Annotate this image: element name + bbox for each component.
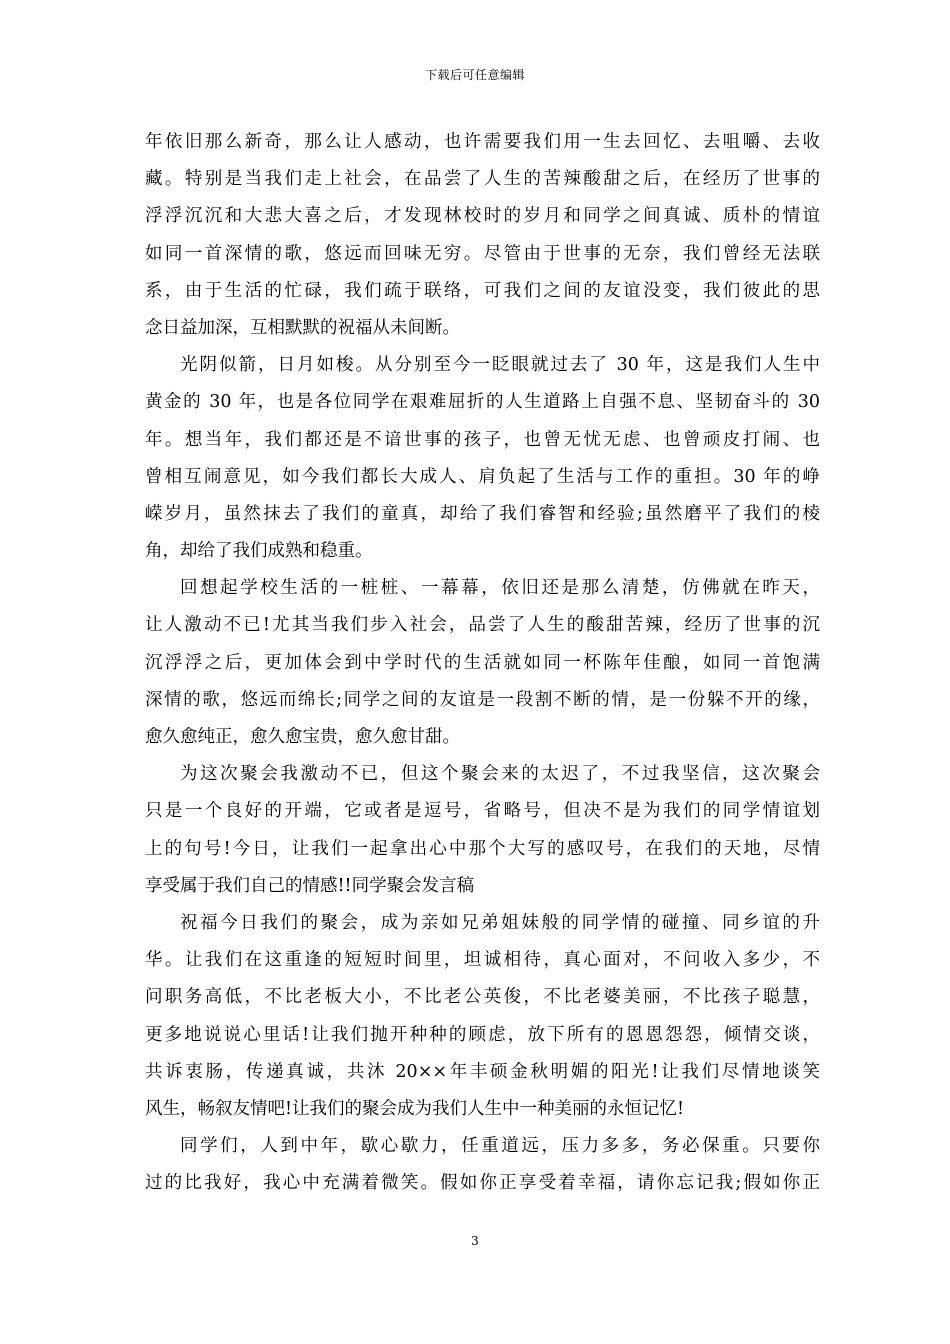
page-number: 3: [471, 1234, 479, 1248]
text-line: 如同一首深情的歌，悠远而回味无穷。尽管由于世事的无奈，我们曾经无法联: [145, 243, 820, 264]
text-line: 回想起学校生活的一桩桩、一幕幕，依旧还是那么清楚，仿佛就在昨天，: [180, 578, 820, 599]
text-line: 沉浮浮之后，更加体会到中学时代的生活就如同一杯陈年佳酿，如同一首饱满: [145, 652, 820, 673]
text-line: 黄金的 30 年，也是各位同学在艰难屈折的人生道路上自强不息、坚韧奋斗的 30: [145, 392, 820, 413]
page-header: 下载后可任意编辑: [424, 68, 525, 82]
text-line: 更多地说说心里话!让我们抛开种种的顾虑，放下所有的恩恩怨怨，倾情交谈，: [145, 1024, 820, 1045]
text-line: 风生，畅叙友情吧!让我们的聚会成为我们人生中一种美丽的永恒记忆!: [145, 1098, 685, 1119]
text-line: 享受属于我们自己的情感!!同学聚会发言稿: [145, 875, 475, 896]
text-line: 华。让我们在这重逢的短短时间里，坦诚相待，真心面对，不问收入多少，不: [145, 950, 820, 971]
text-line: 只是一个良好的开端，它或者是逗号，省略号，但决不是为我们的同学情谊划: [145, 801, 820, 822]
text-line: 同学们，人到中年，歇心歇力，任重道远，压力多多，务必保重。只要你: [180, 1136, 820, 1157]
text-line: 为这次聚会我激动不已，但这个聚会来的太迟了，不过我坚信，这次聚会: [180, 764, 820, 785]
text-line: 年。想当年，我们都还是不谙世事的孩子，也曾无忧无虑、也曾顽皮打闹、也: [145, 429, 820, 450]
document-body: [145, 124, 820, 1202]
text-line: 问职务高低，不比老板大小，不比老公英俊，不比老婆美丽，不比孩子聪慧，: [145, 987, 820, 1008]
text-line: 祝福今日我们的聚会，成为亲如兄弟姐妹般的同学情的碰撞、同乡谊的升: [180, 912, 820, 933]
text-line: 光阴似箭，日月如梭。从分别至今一眨眼就过去了 30 年，这是我们人生中: [180, 355, 820, 376]
text-line: 共诉衷肠，传递真诚，共沐 20××年丰硕金秋明媚的阳光!让我们尽情地谈笑: [145, 1061, 820, 1082]
text-line: 上的句号!今日，让我们一起拿出心中那个大写的感叹号，在我们的天地，尽情: [145, 838, 820, 859]
text-line: 年依旧那么新奇，那么让人感动，也许需要我们用一生去回忆、去咀嚼、去收: [145, 132, 820, 152]
text-line: 过的比我好，我心中充满着微笑。假如你正享受着幸福，请你忘记我;假如你正: [145, 1173, 820, 1194]
text-line: 浮浮沉沉和大悲大喜之后，才发现林校时的岁月和同学之间真诚、质朴的情谊: [145, 206, 820, 227]
text-line: 让人激动不已!尤其当我们步入社会，品尝了人生的酸甜苦辣，经历了世事的沉: [145, 615, 820, 636]
text-line: 角，却给了我们成熟和稳重。: [145, 541, 373, 562]
text-line: 系，由于生活的忙碌，我们疏于联络，可我们之间的友谊没变，我们彼此的思: [145, 280, 820, 301]
text-line: 嵘岁月，虽然抹去了我们的童真，却给了我们睿智和经验;虽然磨平了我们的棱: [145, 503, 820, 524]
text-line: 念日益加深，互相默默的祝福从未间断。: [145, 317, 460, 338]
text-line: 藏。特别是当我们走上社会，在品尝了人生的苦辣酸甜之后，在经历了世事的: [145, 169, 820, 190]
text-line: 愈久愈纯正，愈久愈宝贵，愈久愈甘甜。: [145, 727, 460, 747]
text-line: 曾相互闹意见，如今我们都长大成人、肩负起了生活与工作的重担。30 年的峥: [145, 466, 820, 487]
text-line: 深情的歌，悠远而绵长;同学之间的友谊是一段割不断的情，是一份躲不开的缘，: [145, 689, 820, 710]
